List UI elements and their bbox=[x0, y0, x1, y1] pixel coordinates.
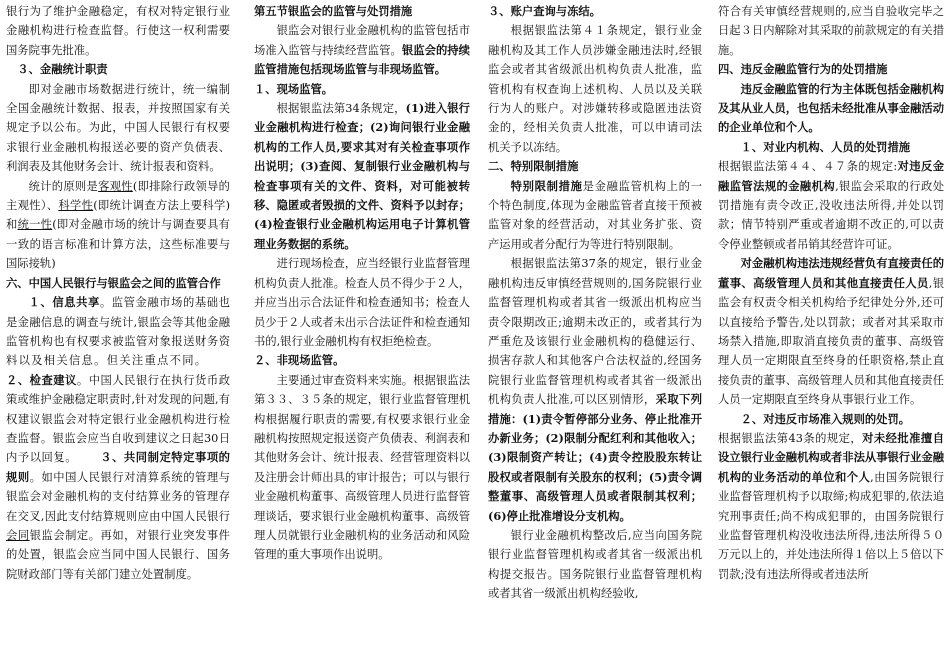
column-2 bbox=[254, 2, 470, 670]
section-heading: ２、非现场监管。 bbox=[254, 353, 345, 368]
bold-text: 对金融机构违法违规经营负有直接责任的董事、高级管理人员和其他直接责任人员 bbox=[718, 256, 944, 290]
section-heading: ３、金融统计职责 bbox=[17, 62, 108, 77]
section-heading: １、对业内机构、人员的处罚措施 bbox=[740, 139, 911, 154]
section-heading: 第五节银监会的监管与处罚措施 bbox=[254, 4, 413, 18]
subheading: １、信息共享 bbox=[28, 295, 100, 310]
paragraph bbox=[6, 293, 230, 584]
text: ,银监会有权责令相关机构给予纪律处分外,还可以直接给予警告,处以罚款；或者对其采取市场禁入措施,即取消直接负责的董事、高级管理人员一定期限直至终身的任职资格,禁止直接负责的董事、高级管理人员和其他直接责任人员一定期限直至终身从事银行业工作。 bbox=[718, 276, 944, 407]
section-heading: ２、对违反市场准入规则的处罚。 bbox=[740, 411, 911, 426]
paragraph bbox=[488, 177, 702, 255]
paragraph: 银行为了维护金融稳定，有权对特定银行业金融机构进行检查监督。行使这一权利需要国务院事先批准。 bbox=[6, 5, 230, 57]
text: ,由国务院银行业监督管理机构予以取缔;构成犯罪的,依法追究刑事责任;尚不构成犯罪的，由国务院银行业监督管理机构没收违法所得,违法所得５０万元以上的，并处违法所得１倍以上５倍以下罚款;没有违法所得或者违法所 bbox=[718, 470, 944, 581]
text: 根据银监法第４４、４７条的规定: bbox=[718, 160, 898, 174]
paragraph: 根据银监法第４１条规定，银行业金融机构及其工作人员涉嫌金融违法时,经银监会或者其省级派出机构负责人批准，监管机构有权查询上述机构、人员以及关联行为人的账户。对涉嫌转移或隐匿违法资金的，经相关负责人批准，可以申请司法机关予以冻结。 bbox=[488, 24, 702, 154]
section-heading: 四、违反金融监管行为的处罚措施 bbox=[718, 62, 888, 77]
section-heading: ３、账户查询与冻结。 bbox=[488, 4, 601, 18]
paragraph: 符合有关审慎经营规则的,应当自验收完毕之日起３日内解除对其采取的前款规定的有关措施。 bbox=[718, 5, 944, 57]
text: 根据银监法第34条规定， bbox=[276, 102, 406, 116]
bold-text: 特别限制措施 bbox=[510, 178, 583, 193]
column-3 bbox=[488, 2, 702, 670]
subheading: ３、共同制定特定事项的规则 bbox=[6, 450, 230, 484]
bold-text: 对未经批准擅自设立银行业金融机构或者非法从事银行业金融机构的业务活动的单位和个人 bbox=[718, 430, 944, 484]
text: ,银监会采取的行政处罚措施有责令改正,没收违法所得,并处以罚款；情节特别严重或者逾期不改正的,可以责令停业整顿或者吊销其经营许可证。 bbox=[718, 179, 944, 251]
section-heading: 六、中国人民银行与银监会之间的监管合作 bbox=[6, 275, 221, 290]
bold-text: 对违反金融监管法规的金融机构 bbox=[718, 159, 944, 193]
underlined-term: 客观性 bbox=[98, 179, 133, 193]
text: 。中国人民银行在执行货币政策或维护金融稳定职责时,针对发现的问题,有权建议银监会对特定银行业金融机构进行检查监督。银监会应当自收到建议之日起30日内予以回复。 bbox=[6, 373, 230, 465]
bold-text: 银监会的持续监管措施包括现场监管与非现场监管。 bbox=[254, 42, 470, 77]
text: (即排除行政领导的主观性）、 bbox=[6, 179, 230, 213]
text: 根据银监法第37条的规定，银行业金融机构违反审慎经营规则的,国务院银行业监督管理机构或者其省一级派出机构应当责令限期改正;逾期未改正的，或者其行为严重危及该银行业金融机构的稳健运行、损害存款人和其他客户合法权益的,经国务院银行业监督管理机构或者其省一级派出机构负责人批准,可以区别情形， bbox=[488, 257, 702, 407]
text: (即统计调查方法上要科学)和 bbox=[6, 199, 230, 232]
bold-text: 采取下列措施：(1)责令暂停部分业务、停止批准开办新业务；(2)限制分配红利和其他收入；(3)限制资产转让；(4)责令控股股东转让股权或者限制有关股东的权利；(5)责令调整董事、高级管理人员或者限制其权利；(6)停止批准增设分支机构。 bbox=[488, 392, 702, 523]
paragraph bbox=[718, 429, 944, 584]
underlined-term: 科学性 bbox=[58, 199, 94, 213]
text: 银监会对银行业金融机构的监管包括市场准入监管与持续经营监管。 bbox=[254, 24, 470, 57]
underlined-term: 统一性 bbox=[17, 218, 53, 232]
text: 银监会制定。再如，对银行业突发事件的处置，银监会应当同中国人民银行、国务院财政部门等有关部门建立处置制度。 bbox=[6, 528, 230, 581]
section-heading: 二、特别限制措施 bbox=[488, 159, 579, 174]
column-4 bbox=[718, 2, 944, 670]
text: 。监管金融市场的基础也是金融信息的调查与统计,银监会等其他金融监管机构也有权要求被监管对象报送财务资料以及相关信息。但关注重点不同。 bbox=[6, 296, 230, 368]
paragraph: 进行现场检查，应当经银行业监督管理机构负责人批准。检查人员不得少于２人，并应当出示合法证件和检查通知书；检查人员少于２人或者未出示合法证件和检查通知书的,银行业金融机构有权拒绝检查。 bbox=[254, 257, 470, 348]
paragraph bbox=[488, 254, 702, 526]
bold-text: (1)进入银行业金融机构进行检查；(2)询问银行业金融机构的工作人员,要求其对有关检查事项作出说明；(3)查阅、复制银行业金融机构与检查事项有关的文件、资料，对可能被转移、隐匿或者毁损的文件、资料予以封存；(4)检查银行业金融机构运用电子计算机管理业务数据的系统。 bbox=[254, 101, 470, 251]
section-heading: １、现场监管。 bbox=[254, 81, 334, 96]
column-1 bbox=[6, 2, 230, 670]
text: 根据银监法第43条的规定， bbox=[718, 431, 863, 445]
paragraph: 银行业金融机构整改后,应当向国务院银行业监督管理机构或者其省一级派出机构提交报告。国务院银行业监督管理机构或者其省一级派出机构经验收, bbox=[488, 528, 702, 601]
paragraph bbox=[718, 254, 944, 409]
paragraph bbox=[718, 157, 944, 254]
paragraph bbox=[254, 99, 470, 254]
underlined-term: 会同 bbox=[6, 528, 30, 542]
text: 。如中国人民银行对清算系统的管理与银监会对金融机构的支付结算业务的管理存在交叉,因此支付结算规则应由中国人民银行 bbox=[6, 470, 230, 523]
text: (即对金融市场的统计与调查要具有一致的语言标准和计算方法，这些标准要与国际接轨) bbox=[6, 218, 230, 271]
text: 是金融监管机构上的一个特色制度,体现为金融监管者直接干预被监管对象的经营活动，对其业务扩张、资产运用或者分配行为等进行特别限制。 bbox=[488, 179, 702, 251]
text: 统计的原则是 bbox=[28, 179, 99, 193]
paragraph: 主要通过审查资料来实施。根据银监法第３３、３５条的规定，银行业监督管理机构根据履行职责的需要,有权要求银行业金融机构按照规定报送资产负债表、利润表和其他财务会计、统计报表、经营管理资料以及注册会计师出具的审计报告；可以与银行业金融机构董事、高级管理人员进行监督管理谈话，要求银行业金融机构董事、高级管理人员就银行业金融机构的业务活动和风险管理的重大事项作出说明。 bbox=[254, 373, 470, 562]
paragraph bbox=[254, 21, 470, 79]
bold-paragraph: 违反金融监管的行为主体既包括金融机构及其从业人员，也包括未经批准从事金融活动的企业单位和个人。 bbox=[718, 81, 944, 135]
paragraph: 即对金融市场数据进行统计，统一编制全国金融统计数据、报表，并按照国家有关规定予以公布。为此，中国人民银行有权要求银行业金融机构报送必要的资产负债表、利润表及其他财务会计、统计报表和资料。 bbox=[6, 82, 230, 174]
paragraph bbox=[6, 177, 230, 274]
subheading: ２、检查建议 bbox=[6, 372, 77, 387]
